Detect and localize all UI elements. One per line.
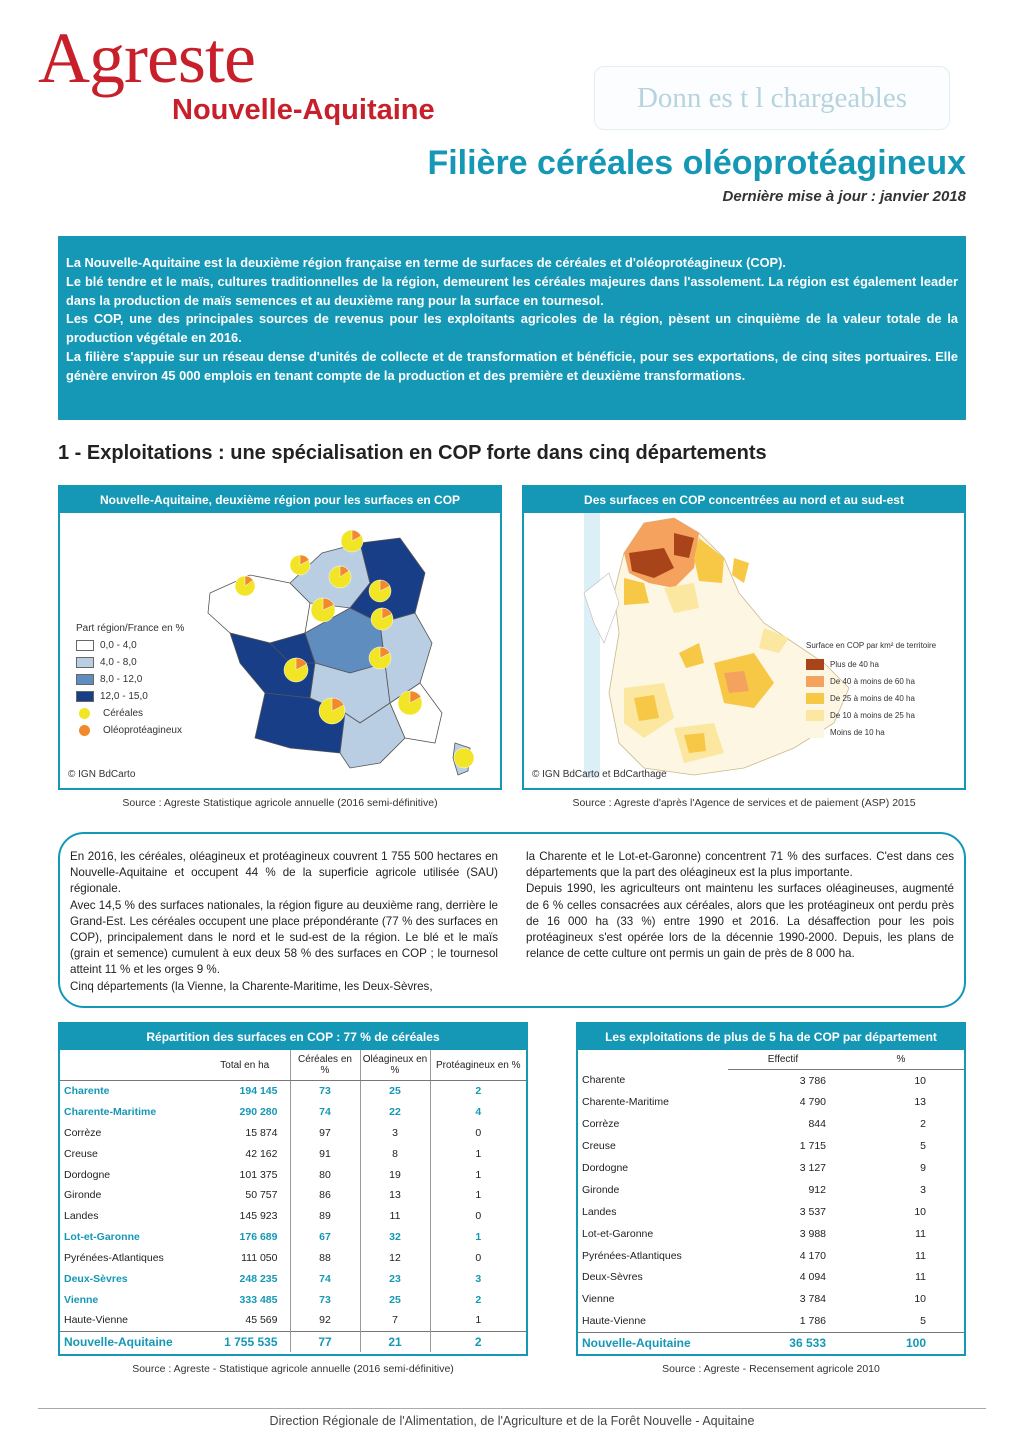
cell-value: 3 784 [799,1293,826,1306]
page-title: Filière céréales oléoprotéagineux [427,144,966,182]
table-row [578,1267,964,1289]
cell-value: 11 [915,1271,926,1284]
table-row [60,1289,526,1310]
table-source: Source : Agreste - Recensement agricole 2010 [662,1363,880,1375]
intro-paragraph: La Nouvelle-Aquitaine est la deuxième région française en terme de surfaces de céréales et d'oléoprotéagineux (COP). [66,255,786,270]
table-row [578,1201,964,1223]
cell-value: 333 485 [239,1293,278,1306]
table-row [578,1179,964,1201]
intro-box [58,236,966,420]
intro-paragraph: Le blé tendre et le maïs, cultures traditionnelles de la région, demeurent les céréales majeures dans l'assolement. La région est également leader dans la production de maïs semences et au deuxième rang pour la surface en tournesol. [66,273,958,308]
table-source: Source : Agreste - Statistique agricole annuelle (2016 semi-définitive) [132,1363,454,1375]
cell-value: 2 [920,1118,926,1131]
download-data-button[interactable] [594,66,950,130]
legend-item [76,722,184,739]
row-name: Lot-et-Garonne [64,1231,140,1244]
table-row [578,1135,964,1157]
cell-value: 0 [430,1122,526,1143]
map-copyright: © IGN BdCarto et BdCarthage [532,769,667,780]
table-exploitations [576,1022,966,1356]
table-row [578,1223,964,1245]
table-row [60,1310,526,1331]
legend-label: 4,0 - 8,0 [100,657,137,668]
table-row [578,1245,964,1267]
cell-value: 1 [430,1310,526,1331]
table-row [578,1310,964,1332]
cell-value: 19 [360,1164,430,1185]
row-name: Deux-Sèvres [582,1271,643,1284]
column-header: Total en ha [200,1050,290,1081]
row-name: Pyrénées-Atlantiques [64,1252,164,1265]
table-title: Répartition des surfaces en COP : 77 % de céréales [60,1024,526,1050]
row-name: Dordogne [582,1162,629,1174]
total-value: 100 [838,1332,964,1354]
cell-value: 89 [290,1206,360,1227]
intro-paragraph: Les COP, une des principales sources de revenus pour les exploitants agricoles de la région, pèsent un cinquième de la valeur totale de la production végétale en 2016. [66,311,958,346]
table-row [60,1122,526,1143]
cell-value: 4 790 [799,1096,826,1109]
table-row [60,1206,526,1227]
total-value: 2 [430,1331,526,1352]
cell-value: 80 [290,1164,360,1185]
row-name: Pyrénées-Atlantiques [582,1249,682,1262]
cell-value: 111 050 [241,1252,278,1265]
cell-value: 73 [290,1081,360,1102]
map2-legend [806,641,936,741]
legend-item [806,673,936,690]
legend-title: Surface en COP par km² de territoire [806,641,937,650]
table-row [60,1185,526,1206]
table-row [60,1143,526,1164]
legend-item [76,705,184,722]
row-name: Landes [582,1205,617,1218]
download-data-label: Donn es t l chargeables [636,81,908,114]
legend-item [76,654,184,671]
cell-value: 3 988 [799,1227,826,1240]
table-header-row [578,1050,964,1070]
cell-value: 11 [915,1227,926,1240]
cell-value: 13 [360,1185,430,1206]
analysis-text-box [58,832,966,1008]
table-row [60,1269,526,1290]
cell-value: 86 [290,1185,360,1206]
total-value: 36 533 [728,1332,838,1354]
cell-value: 22 [360,1101,430,1122]
cell-value: 912 [808,1183,826,1196]
row-name: Deux-Sèvres [64,1272,128,1285]
table-row [60,1227,526,1248]
table-row [578,1113,964,1135]
total-name: Nouvelle-Aquitaine [578,1332,728,1354]
cell-value: 97 [290,1122,360,1143]
cell-value: 10 [914,1074,926,1087]
exploitations-table [578,1050,964,1354]
legend-item [806,690,936,707]
cell-value: 0 [430,1248,526,1269]
row-name: Charente-Maritime [582,1096,669,1109]
map-source: Source : Agreste d'après l'Agence de services et de paiement (ASP) 2015 [572,797,916,809]
row-name: Corrèze [64,1126,102,1139]
total-value: 21 [360,1331,430,1352]
row-name: Vienne [64,1293,99,1306]
cell-value: 88 [290,1248,360,1269]
cell-value: 3 537 [799,1205,826,1218]
column-header [578,1050,728,1070]
legend-label: De 10 à moins de 25 ha [830,711,915,720]
cell-value: 25 [360,1289,430,1310]
row-name: Creuse [64,1147,98,1160]
legend-label: Oléoprotéagineux [103,725,182,736]
cell-value: 42 162 [245,1147,278,1160]
table-row [60,1101,526,1122]
cell-value: 1 715 [799,1140,826,1153]
section-title: 1 - Exploitations : une spécialisation en COP forte dans cinq départements [58,442,767,464]
cell-value: 4 170 [799,1249,826,1262]
table-total-row [578,1332,964,1354]
cell-value: 248 235 [239,1272,278,1285]
cell-value: 2 [430,1289,526,1310]
agreste-logo: Agreste [38,18,255,98]
row-name: Creuse [582,1140,616,1153]
cell-value: 3 [360,1122,430,1143]
cell-value: 1 786 [799,1314,826,1327]
cell-value: 1 [430,1227,526,1248]
legend-title: Part région/France en % [76,623,185,634]
legend-label: De 25 à moins de 40 ha [830,694,915,703]
cell-value: 74 [290,1101,360,1122]
cell-value: 101 375 [239,1168,278,1181]
legend-label: 12,0 - 15,0 [100,691,148,702]
cell-value: 13 [914,1096,926,1109]
table-header-row [60,1050,526,1081]
cell-value: 15 874 [245,1126,278,1139]
cell-value: 5 [920,1314,926,1327]
cell-value: 4 094 [799,1271,826,1284]
total-name: Nouvelle-Aquitaine [60,1331,200,1352]
column-header: % [838,1050,964,1070]
map-title: Des surfaces en COP concentrées au nord et au sud-est [524,487,964,513]
row-name: Landes [64,1210,99,1223]
map1-legend [76,623,184,739]
cell-value: 1 [430,1164,526,1185]
column-header [60,1050,200,1081]
column-header: Protéagineux en % [430,1050,526,1081]
intro-paragraph: La filière s'appuie sur un réseau dense d'unités de collecte et de transformation et bénéficie, pour ses exportations, de cinq sites portuaires. Elle génère environ 45 000 emplois en tenant compte de la production et des première et deuxième transformations. [66,348,958,383]
legend-label: 0,0 - 4,0 [100,640,137,651]
map-source: Source : Agreste Statistique agricole annuelle (2016 semi-définitive) [122,797,438,809]
legend-item [806,656,936,673]
text-column: En 2016, les céréales, oléagineux et protéagineux couvrent 1 755 500 hectares en Nouvelle-Aquitaine et occupent 44 % de la superficie agricole utilisée (SAU) régionale. Avec 14,5 % des surfaces nationales, la région figure au deuxième rang, derrière le Grand-Est. Les céréales occupent une place prépondérante (77 % des surfaces en COP), principalement dans le nord et le sud-est de la région. Le blé et le maïs (grain et semence) cumulent à eux deux 58 % des surfaces en COP ; le tournesol atteint 11 % et les orges 9 %. Cinq départements (la Vienne, la Charente-Maritime, les Deux-Sèvres, [70,850,498,993]
cell-value: 11 [360,1206,430,1227]
legend-item [76,637,184,654]
cell-value: 844 [808,1118,826,1131]
map-panel-france [58,485,502,790]
legend-item [806,724,936,741]
cell-value: 92 [290,1310,360,1331]
cell-value: 50 757 [245,1189,278,1202]
cell-value: 3 127 [799,1162,826,1174]
cell-value: 8 [360,1143,430,1164]
table-row [60,1081,526,1102]
update-date: Dernière mise à jour : janvier 2018 [722,188,966,205]
row-name: Dordogne [64,1168,111,1181]
legend-item [76,671,184,688]
row-name: Vienne [582,1293,615,1306]
legend-label: Moins de 10 ha [830,728,885,737]
footer-divider [38,1408,986,1409]
cell-value: 3 [430,1269,526,1290]
row-name: Haute-Vienne [582,1314,647,1327]
table-title: Les exploitations de plus de 5 ha de COP par département [578,1024,964,1050]
map-title: Nouvelle-Aquitaine, deuxième région pour les surfaces en COP [60,487,500,513]
cell-value: 73 [290,1289,360,1310]
cell-value: 7 [360,1310,430,1331]
cell-value: 45 569 [245,1314,278,1327]
row-name: Gironde [582,1183,620,1196]
cell-value: 290 280 [239,1105,278,1118]
cell-value: 11 [915,1249,926,1262]
column-header: Céréales en % [290,1050,360,1081]
table-row [578,1091,964,1113]
total-value: 1 755 535 [200,1331,290,1352]
cell-value: 194 145 [239,1085,278,1098]
legend-item [806,707,936,724]
row-name: Charente-Maritime [64,1105,157,1118]
cell-value: 74 [290,1269,360,1290]
cell-value: 9 [920,1162,926,1174]
cell-value: 145 923 [239,1210,278,1223]
cell-value: 4 [430,1101,526,1122]
cell-value: 3 [920,1183,926,1196]
legend-item [76,688,184,705]
row-name: Haute-Vienne [64,1314,129,1327]
legend-label: 8,0 - 12,0 [100,674,143,685]
table-cop-surfaces [58,1022,528,1356]
row-name: Gironde [64,1189,102,1202]
cell-value: 67 [290,1227,360,1248]
row-name: Lot-et-Garonne [582,1227,654,1240]
row-name: Charente [64,1085,110,1098]
cell-value: 10 [914,1205,926,1218]
cell-value: 91 [290,1143,360,1164]
cell-value: 176 689 [239,1231,278,1244]
legend-label: Plus de 40 ha [830,660,879,669]
table-row [60,1248,526,1269]
cell-value: 23 [360,1269,430,1290]
table-total-row [60,1331,526,1352]
cell-value: 2 [430,1081,526,1102]
table-row [578,1157,964,1179]
surfaces-table [60,1050,526,1352]
row-name: Charente [582,1074,626,1087]
cell-value: 12 [360,1248,430,1269]
footer-text: Direction Régionale de l'Alimentation, de l'Agriculture et de la Forêt Nouvelle - Aquitaine [269,1414,755,1428]
region-name: Nouvelle-Aquitaine [172,94,435,126]
cell-value: 5 [920,1140,926,1153]
table-row [578,1070,964,1092]
cell-value: 0 [430,1206,526,1227]
text-column: la Charente et le Lot-et-Garonne) concentrent 71 % des surfaces. C'est dans ces départements que la part des oléagineux est la plus importante. Depuis 1990, les agriculteurs ont maintenu les surfaces oléagineuses, augmenté de 6 % celles consacrées aux céréales, alors que les protéagineux ont perdu près de 16 000 ha (33 %) entre 1990 et 2016. La désaffection pour les pois protéagineux s'est opérée lors de la décennie 1990-2000. Depuis, les plans de relance de cette culture ont permis un gain de près de 8 000 ha. [526,850,954,961]
column-header: Oléagineux en % [360,1050,430,1081]
cell-value: 25 [360,1081,430,1102]
column-header: Effectif [728,1050,838,1070]
table-row [60,1164,526,1185]
cell-value: 1 [430,1185,526,1206]
cell-value: 32 [360,1227,430,1248]
row-name: Corrèze [582,1118,620,1131]
legend-label: De 40 à moins de 60 ha [830,677,915,686]
cell-value: 1 [430,1143,526,1164]
map-panel-region [522,485,966,790]
legend-label: Céréales [103,708,144,719]
table-row [578,1288,964,1310]
total-value: 77 [290,1331,360,1352]
cell-value: 3 786 [799,1074,826,1087]
map-copyright: © IGN BdCarto [68,769,136,780]
cell-value: 10 [914,1293,926,1306]
